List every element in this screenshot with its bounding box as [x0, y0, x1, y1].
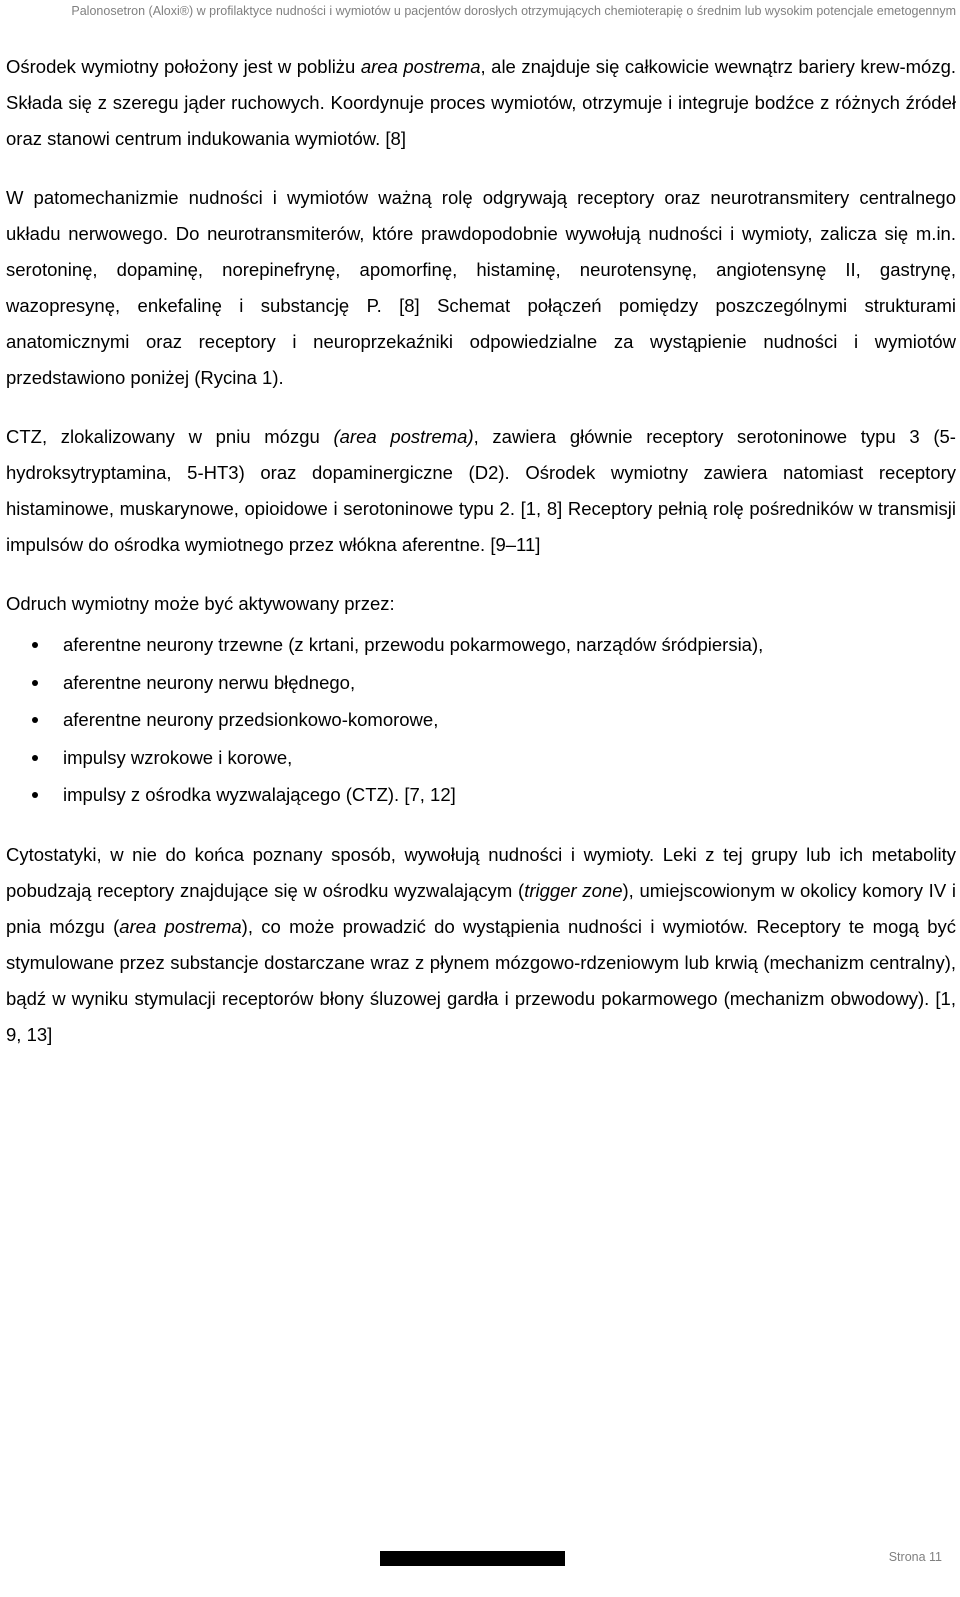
- paragraph-ctz: [6, 419, 956, 563]
- italic-term: area postrema: [119, 915, 242, 937]
- page-number: Strona 11: [888, 1550, 942, 1564]
- paragraph-text: , zawiera głównie receptory serotoninowe typu 3 (5-hydroksytryptamina, 5-HT3) oraz dopaminergiczne (D2). Ośrodek wymiotny zawiera natomiast receptory histaminowe, muskarynowe, opioidowe i serotoninowe typu 2. [1, 8] Receptory pełnią rolę pośredników w transmisji impulsów do ośrodka wymiotnego przez włókna aferentne. [9–11]: [6, 426, 956, 555]
- paragraph-text: ), co może prowadzić do wystąpienia nudności i wymiotów. Receptory te mogą być stymulowane przez substancje dostarczane wraz z płynem mózgowo-rdzeniowym lub krwią (mechanizm centralny), bądź w wyniku stymulacji receptorów błony śluzowej gardła i przewodu pokarmowego (mechanizm obwodowy). [1, 9, 13]: [6, 915, 956, 1045]
- paragraph-text: Cytostatyki, w nie do końca poznany sposób, wywołują nudności i wymioty. Leki z tej grupy lub ich metabolity pobudzają receptory znajdujące się w ośrodku wyzwalającym (: [6, 843, 956, 901]
- paragraph-text: CTZ, zlokalizowany w pniu mózgu: [6, 426, 334, 447]
- paragraph-neurotransmitters: W patomechanizmie nudności i wymiotów ważną rolę odgrywają receptory oraz neurotransmitery centralnego układu nerwowego. Do neurotransmiterów, które prawdopodobnie wywołują nudności i wymioty, zalicza się m.in. serotoninę, dopaminę, norepinefrynę, apomorfinę, histaminę, neurotensynę, angiotensynę II, gastrynę, wazopresynę, enkefalinę i substancję P. [8] Schemat połączeń pomiędzy poszczególnymi strukturami anatomicznymi oraz receptory i neuroprzekaźniki odpowiedzialne za wystąpienie nudności i wymiotów przedstawiono poniżej (Rycina 1).: [6, 187, 956, 388]
- list-item: impulsy wzrokowe i korowe,: [6, 739, 956, 777]
- paragraph-cytostatics: [6, 837, 956, 1053]
- paragraph-text: , ale znajduje się całkowicie wewnątrz bariery krew-mózg. Składa się z szeregu jąder ruchowych. Koordynuje proces wymiotów, otrzymuje i integruje bodźce z różnych źródeł oraz stanowi centrum indukowania wymiotów. [8]: [6, 56, 956, 149]
- running-header: Palonosetron (Aloxi®) w profilaktyce nudności i wymiotów u pacjentów dorosłych otrzymujących chemioterapię o średnim lub wysokim potencjale emetogennym: [71, 4, 956, 18]
- reflex-triggers-list: [6, 626, 956, 814]
- paragraph-text: Ośrodek wymiotny położony jest w pobliżu: [6, 56, 361, 77]
- list-item: impulsy z ośrodka wyzwalającego (CTZ). [7, 12]: [6, 776, 956, 814]
- paragraph-text: ), umiejscowionym w okolicy komory IV i pnia mózgu (: [6, 879, 956, 937]
- list-item: aferentne neurony przedsionkowo-komorowe,: [6, 701, 956, 739]
- italic-term: area postrema: [360, 56, 481, 77]
- italic-term: (area postrema): [333, 426, 474, 447]
- redaction-bar: [380, 1551, 565, 1566]
- paragraph-reflex-intro: Odruch wymiotny może być aktywowany przez:: [6, 593, 395, 614]
- list-item: aferentne neurony nerwu błędnego,: [6, 664, 956, 702]
- italic-term: trigger zone: [524, 879, 623, 901]
- document-body: [6, 49, 956, 1053]
- list-item: aferentne neurony trzewne (z krtani, przewodu pokarmowego, narządów śródpiersia),: [6, 626, 956, 664]
- paragraph-vomiting-center: [6, 49, 956, 157]
